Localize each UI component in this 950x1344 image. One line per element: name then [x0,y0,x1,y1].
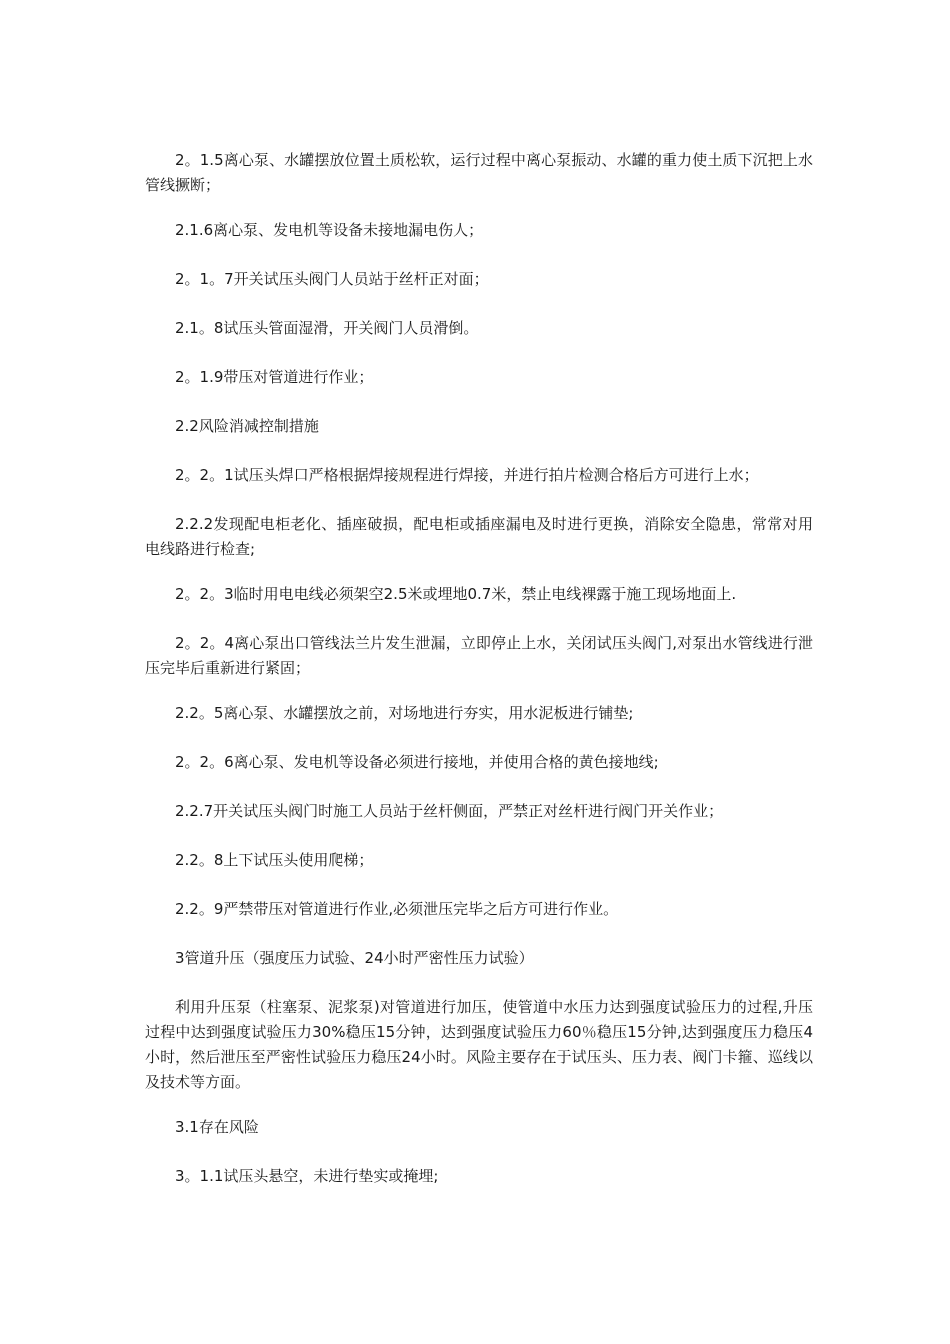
section-heading-3-1: 3.1存在风险 [175,1118,259,1136]
paragraph-2-1-6: 2.1.6离心泵、发电机等设备未接地漏电伤人； [175,221,484,239]
paragraph-2-2-7: 2.2.7开关试压头阀门时施工人员站于丝杆侧面，严禁正对丝杆进行阀门开关作业； [175,802,724,820]
paragraph-2-1-5: 2。1.5离心泵、水罐摆放位置土质松软，运行过程中离心泵振动、水罐的重力使土质下沉把上水管线撅断； [145,151,813,194]
section-heading-2-2: 2.2风险消减控制措施 [175,417,319,435]
paragraph-2-2-5: 2.2。5离心泵、水罐摆放之前，对场地进行夯实，用水泥板进行铺垫; [175,704,634,722]
paragraph-3-intro: 利用升压泵（柱塞泵、泥浆泵)对管道进行加压，使管道中水压力达到强度试验压力的过程,升压过程中达到强度试验压力30%稳压15分钟，达到强度试验压力60％稳压15分钟,达到强度压力稳压4小时，然后泄压至严密性试验压力稳压24小时。风险主要存在于试压头、压力表、阀门卡箍、巡线以及技术等方面。 [145,998,813,1091]
paragraph-2-2-3: 2。2。3临时用电电线必须架空2.5米或埋地0.7米，禁止电线裸露于施工现场地面上. [175,585,737,603]
paragraph-2-2-8: 2.2。8上下试压头使用爬梯； [175,851,374,869]
document-body [145,148,813,1213]
paragraph-2-2-4: 2。2。4离心泵出口管线法兰片发生泄漏，立即停止上水，关闭试压头阀门,对泵出水管线进行泄压完毕后重新进行紧固； [145,634,813,677]
paragraph-2-1-8: 2.1。8试压头管面湿滑，开关阀门人员滑倒。 [175,319,479,337]
paragraph-2-2-9: 2.2。9严禁带压对管道进行作业,必须泄压完毕之后方可进行作业。 [175,900,619,918]
paragraph-2-2-6: 2。2。6离心泵、发电机等设备必须进行接地，并使用合格的黄色接地线; [175,753,659,771]
paragraph-2-2-2: 2.2.2发现配电柜老化、插座破损，配电柜或插座漏电及时进行更换，消除安全隐患，常常对用电线路进行检查; [145,515,813,558]
paragraph-2-2-1: 2。2。1试压头焊口严格根据焊接规程进行焊接，并进行拍片检测合格后方可进行上水； [175,466,759,484]
paragraph-2-1-9: 2。1.9带压对管道进行作业； [175,368,374,386]
section-heading-3: 3管道升压（强度压力试验、24小时严密性压力试验） [175,949,534,967]
paragraph-3-1-1: 3。1.1试压头悬空，未进行垫实或掩埋; [175,1167,439,1185]
paragraph-2-1-7: 2。1。7开关试压头阀门人员站于丝杆正对面； [175,270,489,288]
